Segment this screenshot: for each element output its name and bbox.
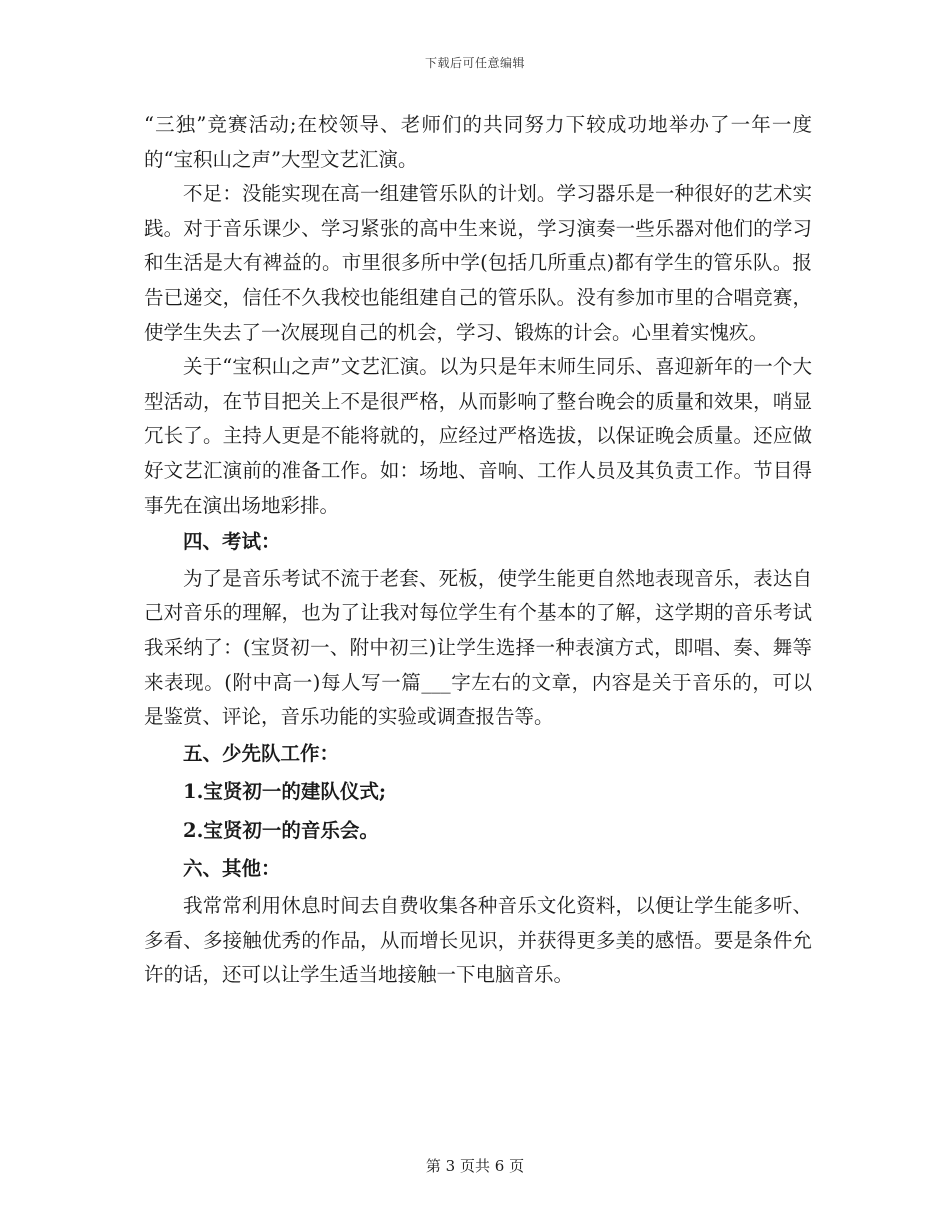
page-header: 下载后可任意编辑 <box>424 56 525 70</box>
paragraph-exam: 为了是音乐考试不流于老套、死板，使学生能更自然地表现音乐，表达自己对音乐的理解，也为了让我对每位学生有个基本的了解，这学期的音乐考试我采纳了：(宝贤初一、附中初三)让学生选择一种表演方式，即唱、奏、舞等来表现。(附中高一)每人写一篇___字左右的文章，内容是关于音乐的，可以是鉴赏、评论，音乐功能的实验或调查报告等。 <box>144 566 812 729</box>
document-body <box>144 108 812 993</box>
section-heading-exam: 四、考试： <box>183 530 281 554</box>
section-heading-other: 六、其他： <box>183 857 281 881</box>
page-number: 第 3 页共 6 页 <box>425 1157 525 1175</box>
list-item-team-ceremony: 1.宝贤初一的建队仪式; <box>183 780 387 804</box>
paragraph-other: 我常常利用休息时间去自费收集各种音乐文化资料，以便让学生能多听、多看、多接触优秀的作品，从而增长见识，并获得更多美的感悟。要是条件允许的话，还可以让学生适当地接触一下电脑音乐。 <box>144 894 812 987</box>
paragraph-art-show: 关于“宝积山之声”文艺汇演。以为只是年末师生同乐、喜迎新年的一个大型活动，在节目把关上不是很严格，从而影响了整台晚会的质量和效果，哨显冗长了。主持人更是不能将就的，应经过严格选拔，以保证晚会质量。还应做好文艺汇演前的准备工作。如：场地、音响、工作人员及其负责工作。节目得事先在演出场地彩排。 <box>144 355 812 517</box>
paragraph-shortcomings: 不足：没能实现在高一组建管乐队的计划。学习器乐是一种很好的艺术实践。对于音乐课少、学习紧张的高中生来说，学习演奏一些乐器对他们的学习和生活是大有裨益的。市里很多所中学(包括几所重点)都有学生的管乐队。报告已递交，信任不久我校也能组建自己的管乐队。没有参加市里的合唱竞赛，使学生失去了一次展现自己的机会，学习、锻炼的计会。心里着实愧疚。 <box>144 182 812 344</box>
paragraph-competition: “三独”竞赛活动;在校领导、老师们的共同努力下较成功地举办了一年一度的“宝积山之声”大型文艺汇演。 <box>144 113 812 171</box>
list-item-concert: 2.宝贤初一的音乐会。 <box>183 818 379 842</box>
section-heading-young-pioneers: 五、少先队工作： <box>183 741 340 765</box>
